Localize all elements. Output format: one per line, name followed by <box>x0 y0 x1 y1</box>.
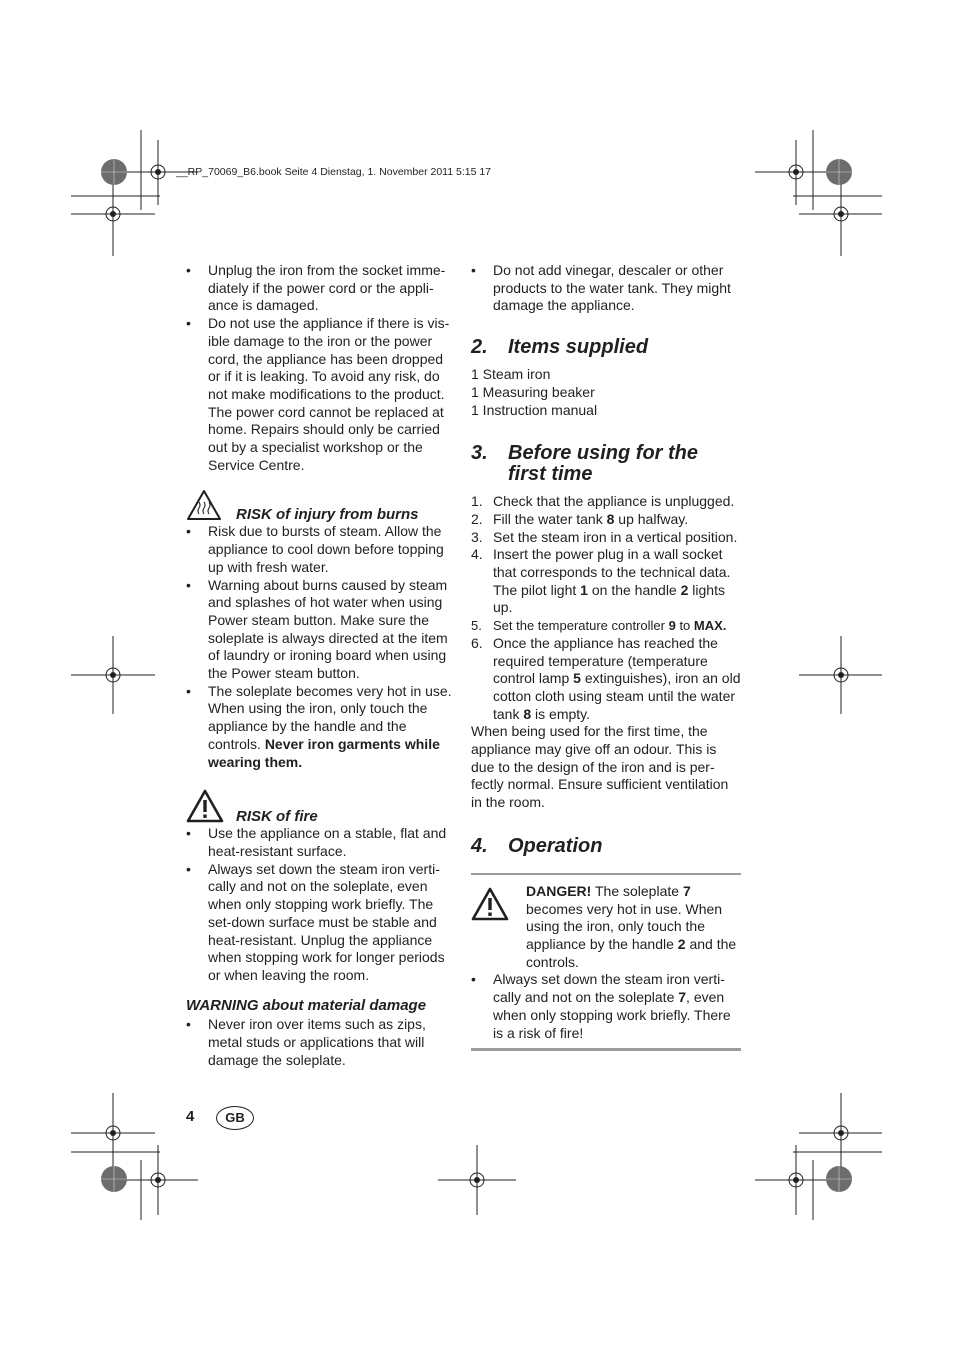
danger-notice-box <box>471 873 741 1051</box>
list-item: • Unplug the iron from the socket imme-diately if the power cord or the appli-ance is damaged. <box>186 262 446 314</box>
intro-bullet-list <box>186 262 456 474</box>
warning-triangle-icon <box>186 789 224 823</box>
list-item: • Risk due to bursts of steam. Allow the appliance to cool down before topping up with fresh water. <box>186 523 444 575</box>
operation-bullet-list <box>471 971 741 1042</box>
warning-triangle-icon <box>471 887 509 921</box>
list-item: 4. Insert the power plug in a wall socket that corresponds to the technical data. The pilot light 1 on the handle 2 lights up. <box>471 546 731 616</box>
section-heading-before-first-use: 3. Before using for the first time <box>471 442 699 486</box>
list-item: • Always set down the steam iron verti-cally and not on the soleplate, even when only stopping work briefly. The set-down surface must be stable and heat-resistant. Unplug the appliance when stopping work for longer periods or when leaving the room. <box>186 860 445 983</box>
section-heading-operation: 4. Operation <box>471 834 603 857</box>
list-item: 5. Set the temperature controller 9 to MAX. <box>471 618 727 634</box>
list-item: • Do not add vinegar, descaler or other products to the water tank. They might damage the appliance. <box>471 262 731 314</box>
burns-warning-heading <box>186 489 456 523</box>
fire-bullet-list <box>186 825 456 984</box>
list-item: 3. Set the steam iron in a vertical position. <box>471 528 738 545</box>
list-item: 2. Fill the water tank 8 up halfway. <box>471 510 689 527</box>
list-item: • Do not use the appliance if there is vis-ible damage to the iron or the power cord, the appliance has been dropped or if it is leaking. To avoid any risk, do not make modifications to the product. The power cord cannot be replaced at home. Repairs should only be carried out by a specialist workshop or the Service Centre. <box>186 315 450 473</box>
material-warning-title: WARNING about material damage <box>186 996 427 1014</box>
list-item: • Never iron over items such as zips, metal studs or applications that will damage the soleplate. <box>186 1016 426 1068</box>
list-item: 1. Check that the appliance is unplugged. <box>471 493 735 510</box>
language-badge: GB <box>216 1106 254 1130</box>
first-use-steps <box>471 493 741 723</box>
left-column <box>186 262 456 1069</box>
list-item: 1 Steam iron <box>471 366 551 383</box>
danger-notice: DANGER! The soleplate 7 becomes very hot in use. When using the iron, only touch the appliance by the handle 2 and the controls. <box>471 883 741 972</box>
first-use-note: When being used for the first time, the appliance may give off an odour. This is due to the design of the iron and is per-fectly normal. Ensure sufficient ventilation in the room. <box>471 723 729 811</box>
list-item: • Use the appliance on a stable, flat and heat-resistant surface. <box>186 825 447 859</box>
top-bullet-list <box>471 262 741 315</box>
right-column <box>471 262 741 1051</box>
page-number: 4 <box>186 1108 195 1125</box>
list-item: • The soleplate becomes very hot in use. When using the iron, only touch the appliance by the handle and the controls. Never iron garments while wearing them. <box>186 682 452 770</box>
items-supplied-list <box>471 366 741 419</box>
fire-warning-heading <box>186 789 456 825</box>
list-item: 6. Once the appliance has reached the required temperature (temperature control lamp 5 extinguishes), iron an old cotton cloth using steam until the water tank 8 is empty. <box>471 634 741 722</box>
material-bullet-list <box>186 1016 456 1069</box>
list-item: • Always set down the steam iron verti-cally and not on the soleplate 7, even when only stopping work briefly. There is a risk of fire! <box>471 971 731 1041</box>
file-info-header: __RP_70069_B6.book Seite 4 Dienstag, 1. November 2011 5:15 17 <box>176 166 492 178</box>
burns-bullet-list <box>186 523 456 771</box>
list-item: 1 Measuring beaker <box>471 383 595 400</box>
list-item: 1 Instruction manual <box>471 401 598 418</box>
list-item: • Warning about burns caused by steam and splashes of hot water when using Power steam button. Make sure the soleplate is always directed at the item of laundry or ironing board when using the Power steam button. <box>186 576 448 682</box>
burns-warning-title: RISK of injury from burns <box>236 505 419 523</box>
hot-surface-warning-icon <box>186 489 222 521</box>
fire-warning-title: RISK of fire <box>236 807 318 825</box>
section-heading-items-supplied: 2. Items supplied <box>471 336 649 359</box>
